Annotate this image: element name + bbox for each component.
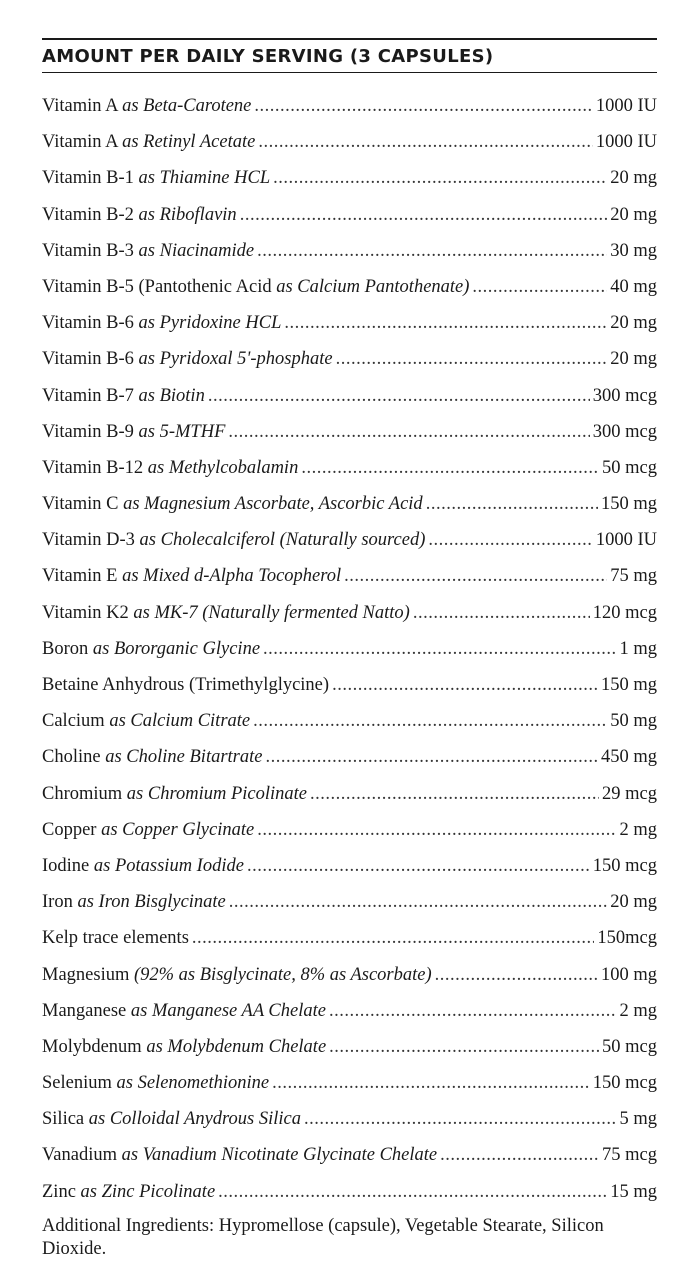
nutrient-source: as Magnesium Ascorbate, Ascorbic Acid [123, 494, 423, 515]
nutrient-name-group [42, 1101, 301, 1137]
nutrient-row [42, 1065, 657, 1101]
nutrient-row [42, 957, 657, 993]
nutrient-source: as 5-MTHF [138, 421, 226, 442]
nutrient-amount: 20 mg [610, 892, 657, 913]
dot-leader [304, 1101, 616, 1137]
nutrient-amount: 20 mg [610, 313, 657, 334]
nutrient-source: as Beta-Carotene [122, 96, 252, 116]
nutrient-source: as Pyridoxal 5'-phosphate [138, 349, 333, 370]
nutrient-row [42, 233, 657, 269]
dot-leader [265, 739, 598, 775]
nutrient-amount: 30 mg [610, 240, 657, 261]
dot-leader [257, 233, 607, 269]
nutrient-name: Vitamin K2 [42, 602, 129, 623]
nutrient-source: as Choline Bitartrate [105, 747, 263, 768]
nutrient-amount: 450 mg [600, 747, 657, 768]
nutrient-row [42, 1029, 657, 1065]
nutrient-source: as Mixed d-Alpha Tocopherol [122, 566, 342, 587]
nutrient-name: Vitamin B-2 [42, 204, 134, 225]
nutrient-amount: 75 mg [610, 566, 657, 587]
nutrient-name-group [42, 414, 225, 450]
nutrient-name: Vitamin B-6 [42, 349, 134, 370]
nutrient-row [42, 124, 657, 160]
nutrient-amount: 300 mcg [592, 421, 657, 442]
nutrient-row [42, 776, 657, 812]
dot-leader [332, 667, 598, 703]
nutrient-name: Selenium [42, 1073, 112, 1094]
nutrient-name: Vitamin A [42, 96, 118, 116]
nutrient-name-group [42, 341, 333, 377]
nutrient-name: Copper [42, 819, 97, 840]
nutrient-amount: 1000 IU [595, 132, 657, 153]
nutrient-row [42, 703, 657, 739]
nutrient-amount: 2 mg [619, 1000, 657, 1021]
nutrient-name-group [42, 160, 270, 196]
nutrient-name-group [42, 776, 307, 812]
nutrient-name-group [42, 1174, 215, 1210]
nutrient-source: as Riboflavin [138, 204, 237, 225]
nutrient-amount: 50 mg [610, 711, 657, 732]
nutrient-amount: 150mcg [597, 928, 657, 949]
dot-leader [428, 522, 592, 558]
nutrient-amount: 120 mcg [592, 602, 657, 623]
dot-leader [329, 993, 617, 1029]
dot-leader [208, 378, 590, 414]
dot-leader [228, 414, 589, 450]
nutrient-source: as Chromium Picolinate [126, 783, 307, 804]
nutrient-source: as Bororganic Glycine [92, 638, 261, 659]
nutrient-name-group [42, 920, 189, 956]
nutrient-name-group [42, 522, 425, 558]
nutrient-name: Vitamin D-3 [42, 530, 135, 551]
nutrient-name: Kelp trace elements [42, 928, 189, 949]
nutrient-row [42, 450, 657, 486]
nutrient-row [42, 378, 657, 414]
nutrient-row [42, 739, 657, 775]
dot-leader [413, 595, 590, 631]
nutrient-name-group [42, 884, 226, 920]
nutrient-row [42, 305, 657, 341]
nutrient-amount: 2 mg [619, 819, 657, 840]
nutrient-source: as Vanadium Nicotinate Glycinate Chelate [121, 1145, 438, 1166]
nutrient-source: as Thiamine HCL [138, 168, 271, 189]
nutrient-source: as Methylcobalamin [147, 457, 299, 478]
dot-leader [263, 631, 616, 667]
nutrient-name-group [42, 703, 250, 739]
dot-leader [472, 269, 607, 305]
nutrient-source: as Cholecalciferol (Naturally sourced) [139, 530, 426, 551]
nutrient-amount: 1 mg [619, 638, 657, 659]
dot-leader [284, 305, 607, 341]
nutrient-name: Vitamin B-12 [42, 457, 144, 478]
nutrient-source: as Colloidal Anydrous Silica [88, 1109, 302, 1130]
nutrient-name-group [42, 595, 410, 631]
serving-heading: AMOUNT PER DAILY SERVING (3 CAPSULES) [42, 46, 494, 67]
nutrient-name: Silica [42, 1109, 85, 1130]
nutrient-row [42, 631, 657, 667]
nutrient-row [42, 1174, 657, 1210]
dot-leader [258, 124, 593, 160]
dot-leader [426, 486, 598, 522]
dot-leader [229, 884, 607, 920]
dot-leader [257, 812, 616, 848]
nutrient-name: Molybdenum [42, 1036, 142, 1057]
nutrient-name-group [42, 450, 298, 486]
nutrient-row [42, 197, 657, 233]
nutrient-name: Betaine Anhydrous (Trimethylglycine) [42, 675, 330, 695]
nutrient-name-group [42, 233, 254, 269]
nutrient-name: Chromium [42, 783, 123, 804]
nutrient-name: Vitamin C [42, 494, 119, 515]
nutrient-source: as Calcium Citrate [109, 711, 251, 732]
nutrient-name: Boron [42, 638, 89, 659]
nutrient-row [42, 269, 657, 305]
nutrient-amount: 150 mg [600, 494, 657, 515]
nutrient-amount: 29 mcg [602, 783, 657, 804]
nutrient-name: Vitamin B-6 [42, 313, 134, 334]
nutrient-name: Vitamin B-7 [42, 385, 134, 406]
nutrient-source: as MK-7 (Naturally fermented Natto) [133, 602, 410, 623]
nutrient-row [42, 993, 657, 1029]
nutrient-row [42, 884, 657, 920]
nutrient-source: as Retinyl Acetate [122, 132, 256, 153]
nutrient-row [42, 558, 657, 594]
nutrient-source: as Selenomethionine [116, 1073, 270, 1094]
nutrient-name: Vitamin B-5 (Pantothenic Acid [42, 276, 272, 297]
heading-rule [42, 72, 657, 73]
nutrient-source: as Biotin [138, 385, 205, 406]
nutrient-name: Vitamin B-1 [42, 168, 134, 189]
nutrient-name: Calcium [42, 711, 105, 732]
nutrient-amount: 20 mg [610, 168, 657, 189]
nutrient-name-group [42, 305, 281, 341]
nutrient-row [42, 848, 657, 884]
nutrient-amount: 50 mcg [602, 1036, 657, 1057]
nutrient-row [42, 595, 657, 631]
nutrient-source: as Manganese AA Chelate [130, 1000, 326, 1021]
nutrient-source: as Niacinamide [138, 240, 255, 261]
nutrient-row [42, 1101, 657, 1137]
dot-leader [254, 88, 592, 124]
nutrient-row [42, 812, 657, 848]
nutrient-amount: 1000 IU [595, 96, 657, 116]
nutrient-name-group [42, 558, 341, 594]
nutrient-source: as Pyridoxine HCL [138, 313, 282, 334]
nutrient-row [42, 522, 657, 558]
nutrient-amount: 150 mcg [592, 1073, 657, 1094]
nutrient-row [42, 1137, 657, 1173]
nutrient-amount: 100 mg [600, 964, 657, 985]
dot-leader [301, 450, 599, 486]
nutrient-amount: 15 mg [610, 1181, 657, 1202]
supplement-facts-panel [42, 38, 657, 1261]
nutrient-name-group [42, 667, 329, 703]
nutrient-name-group [42, 378, 205, 414]
dot-leader [344, 558, 607, 594]
nutrient-name: Vitamin E [42, 566, 118, 587]
nutrient-name: Zinc [42, 1181, 76, 1202]
nutrient-source: as Molybdenum Chelate [146, 1036, 327, 1057]
nutrient-name-group [42, 197, 237, 233]
dot-leader [218, 1174, 607, 1210]
nutrient-name: Manganese [42, 1000, 127, 1021]
nutrient-amount: 1000 IU [595, 530, 657, 551]
nutrient-source: as Iron Bisglycinate [77, 892, 226, 913]
dot-leader [192, 920, 594, 956]
nutrient-amount: 300 mcg [592, 385, 657, 406]
nutrient-source: as Potassium Iodide [93, 855, 244, 876]
nutrient-row [42, 414, 657, 450]
nutrient-name-group [42, 88, 251, 124]
nutrient-row [42, 920, 657, 956]
dot-leader [336, 341, 608, 377]
nutrient-name-group [42, 1137, 437, 1173]
nutrient-source: as Calcium Pantothenate) [276, 276, 470, 297]
dot-leader [329, 1029, 599, 1065]
nutrient-list [42, 88, 657, 1210]
nutrient-row [42, 486, 657, 522]
additional-ingredients: Additional Ingredients: Hypromellose (capsule), Vegetable Stearate, Silicon Dioxide. [42, 1215, 604, 1259]
nutrient-name: Choline [42, 747, 101, 768]
nutrient-name: Iron [42, 892, 73, 913]
nutrient-name: Vanadium [42, 1145, 118, 1166]
nutrient-name: Vitamin A [42, 132, 118, 153]
dot-leader [440, 1137, 599, 1173]
nutrient-name: Vitamin B-3 [42, 240, 134, 261]
dot-leader [435, 957, 598, 993]
nutrient-source: as Copper Glycinate [101, 819, 255, 840]
nutrient-source: as Zinc Picolinate [80, 1181, 216, 1202]
nutrient-name-group [42, 1065, 269, 1101]
nutrient-name-group [42, 1029, 326, 1065]
nutrient-name-group [42, 739, 262, 775]
dot-leader [273, 160, 607, 196]
nutrient-name: Iodine [42, 855, 90, 876]
nutrient-name-group [42, 993, 326, 1029]
nutrient-name-group [42, 812, 254, 848]
nutrient-name-group [42, 631, 260, 667]
nutrient-name-group [42, 486, 423, 522]
dot-leader [247, 848, 590, 884]
nutrient-amount: 150 mcg [592, 855, 657, 876]
dot-leader [253, 703, 607, 739]
nutrient-name-group [42, 957, 432, 993]
dot-leader [240, 197, 608, 233]
nutrient-amount: 20 mg [610, 349, 657, 370]
dot-leader [310, 776, 599, 812]
nutrient-name: Magnesium [42, 964, 130, 985]
nutrient-row [42, 88, 657, 124]
nutrient-amount: 50 mcg [602, 457, 657, 478]
nutrient-source: (92% as Bisglycinate, 8% as Ascorbate) [133, 964, 432, 985]
nutrient-name-group [42, 269, 469, 305]
nutrient-row [42, 667, 657, 703]
nutrient-amount: 40 mg [610, 276, 657, 297]
nutrient-row [42, 341, 657, 377]
dot-leader [272, 1065, 590, 1101]
nutrient-name-group [42, 124, 255, 160]
nutrient-amount: 5 mg [619, 1109, 657, 1130]
nutrient-name: Vitamin B-9 [42, 421, 134, 442]
nutrient-amount: 75 mcg [602, 1145, 657, 1166]
nutrient-amount: 150 mg [600, 675, 657, 695]
nutrient-amount: 20 mg [610, 204, 657, 225]
nutrient-name-group [42, 848, 244, 884]
nutrient-row [42, 160, 657, 196]
